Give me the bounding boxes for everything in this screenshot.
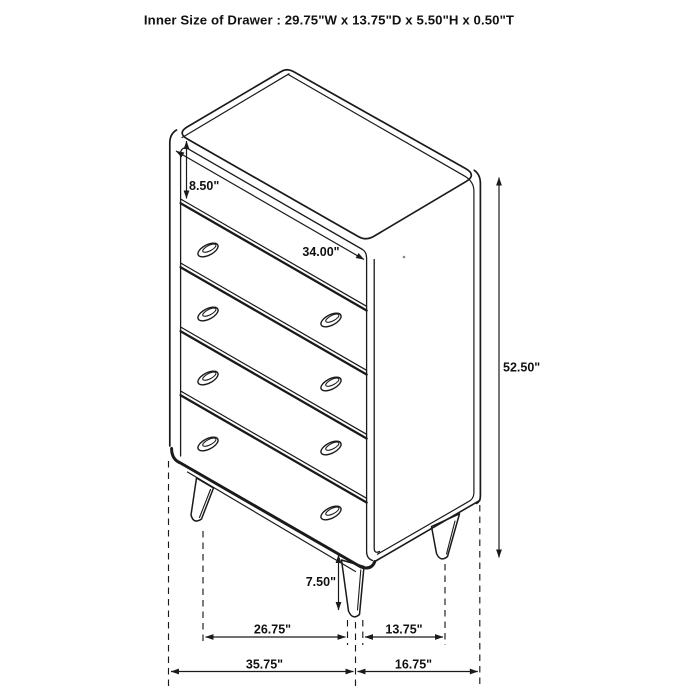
- handle: [319, 310, 343, 329]
- front-left-silhouette: [170, 130, 177, 446]
- dim-label-overall-width: 35.75": [245, 657, 284, 672]
- dim-label-front-width: 34.00": [302, 245, 340, 259]
- handle: [196, 304, 220, 323]
- right-bottom-edge: [375, 500, 480, 561]
- dim-label-overall-height: 52.50": [503, 360, 541, 375]
- stray-mark: [403, 256, 406, 259]
- front-right-corner-inner-line: [374, 260, 379, 553]
- diagram-title: Inner Size of Drawer : 29.75"W x 13.75"D x 5.50"H x 0.50"T: [143, 12, 515, 28]
- front-underside-line: [188, 472, 356, 572]
- dimension-labels: [189, 179, 540, 672]
- front-right-leg: [342, 560, 365, 617]
- handle: [196, 434, 220, 453]
- handle: [319, 374, 343, 393]
- back-right-silhouette: [474, 170, 480, 503]
- dim-label-overall-depth: 16.75": [394, 657, 433, 672]
- handle: [319, 503, 343, 522]
- handle: [196, 368, 220, 387]
- chest-top-face: [182, 70, 471, 239]
- dim-label-front-leg-spacing: 26.75": [253, 622, 292, 637]
- front-left-leg: [191, 478, 214, 521]
- dim-label-leg-height: 7.50": [305, 575, 336, 589]
- handle: [319, 438, 343, 457]
- handle: [196, 240, 220, 259]
- dim-label-top-drawer-height: 8.50": [189, 179, 220, 193]
- chest-drawing: [170, 70, 481, 617]
- dim-label-side-leg-spacing: 13.75": [385, 622, 423, 637]
